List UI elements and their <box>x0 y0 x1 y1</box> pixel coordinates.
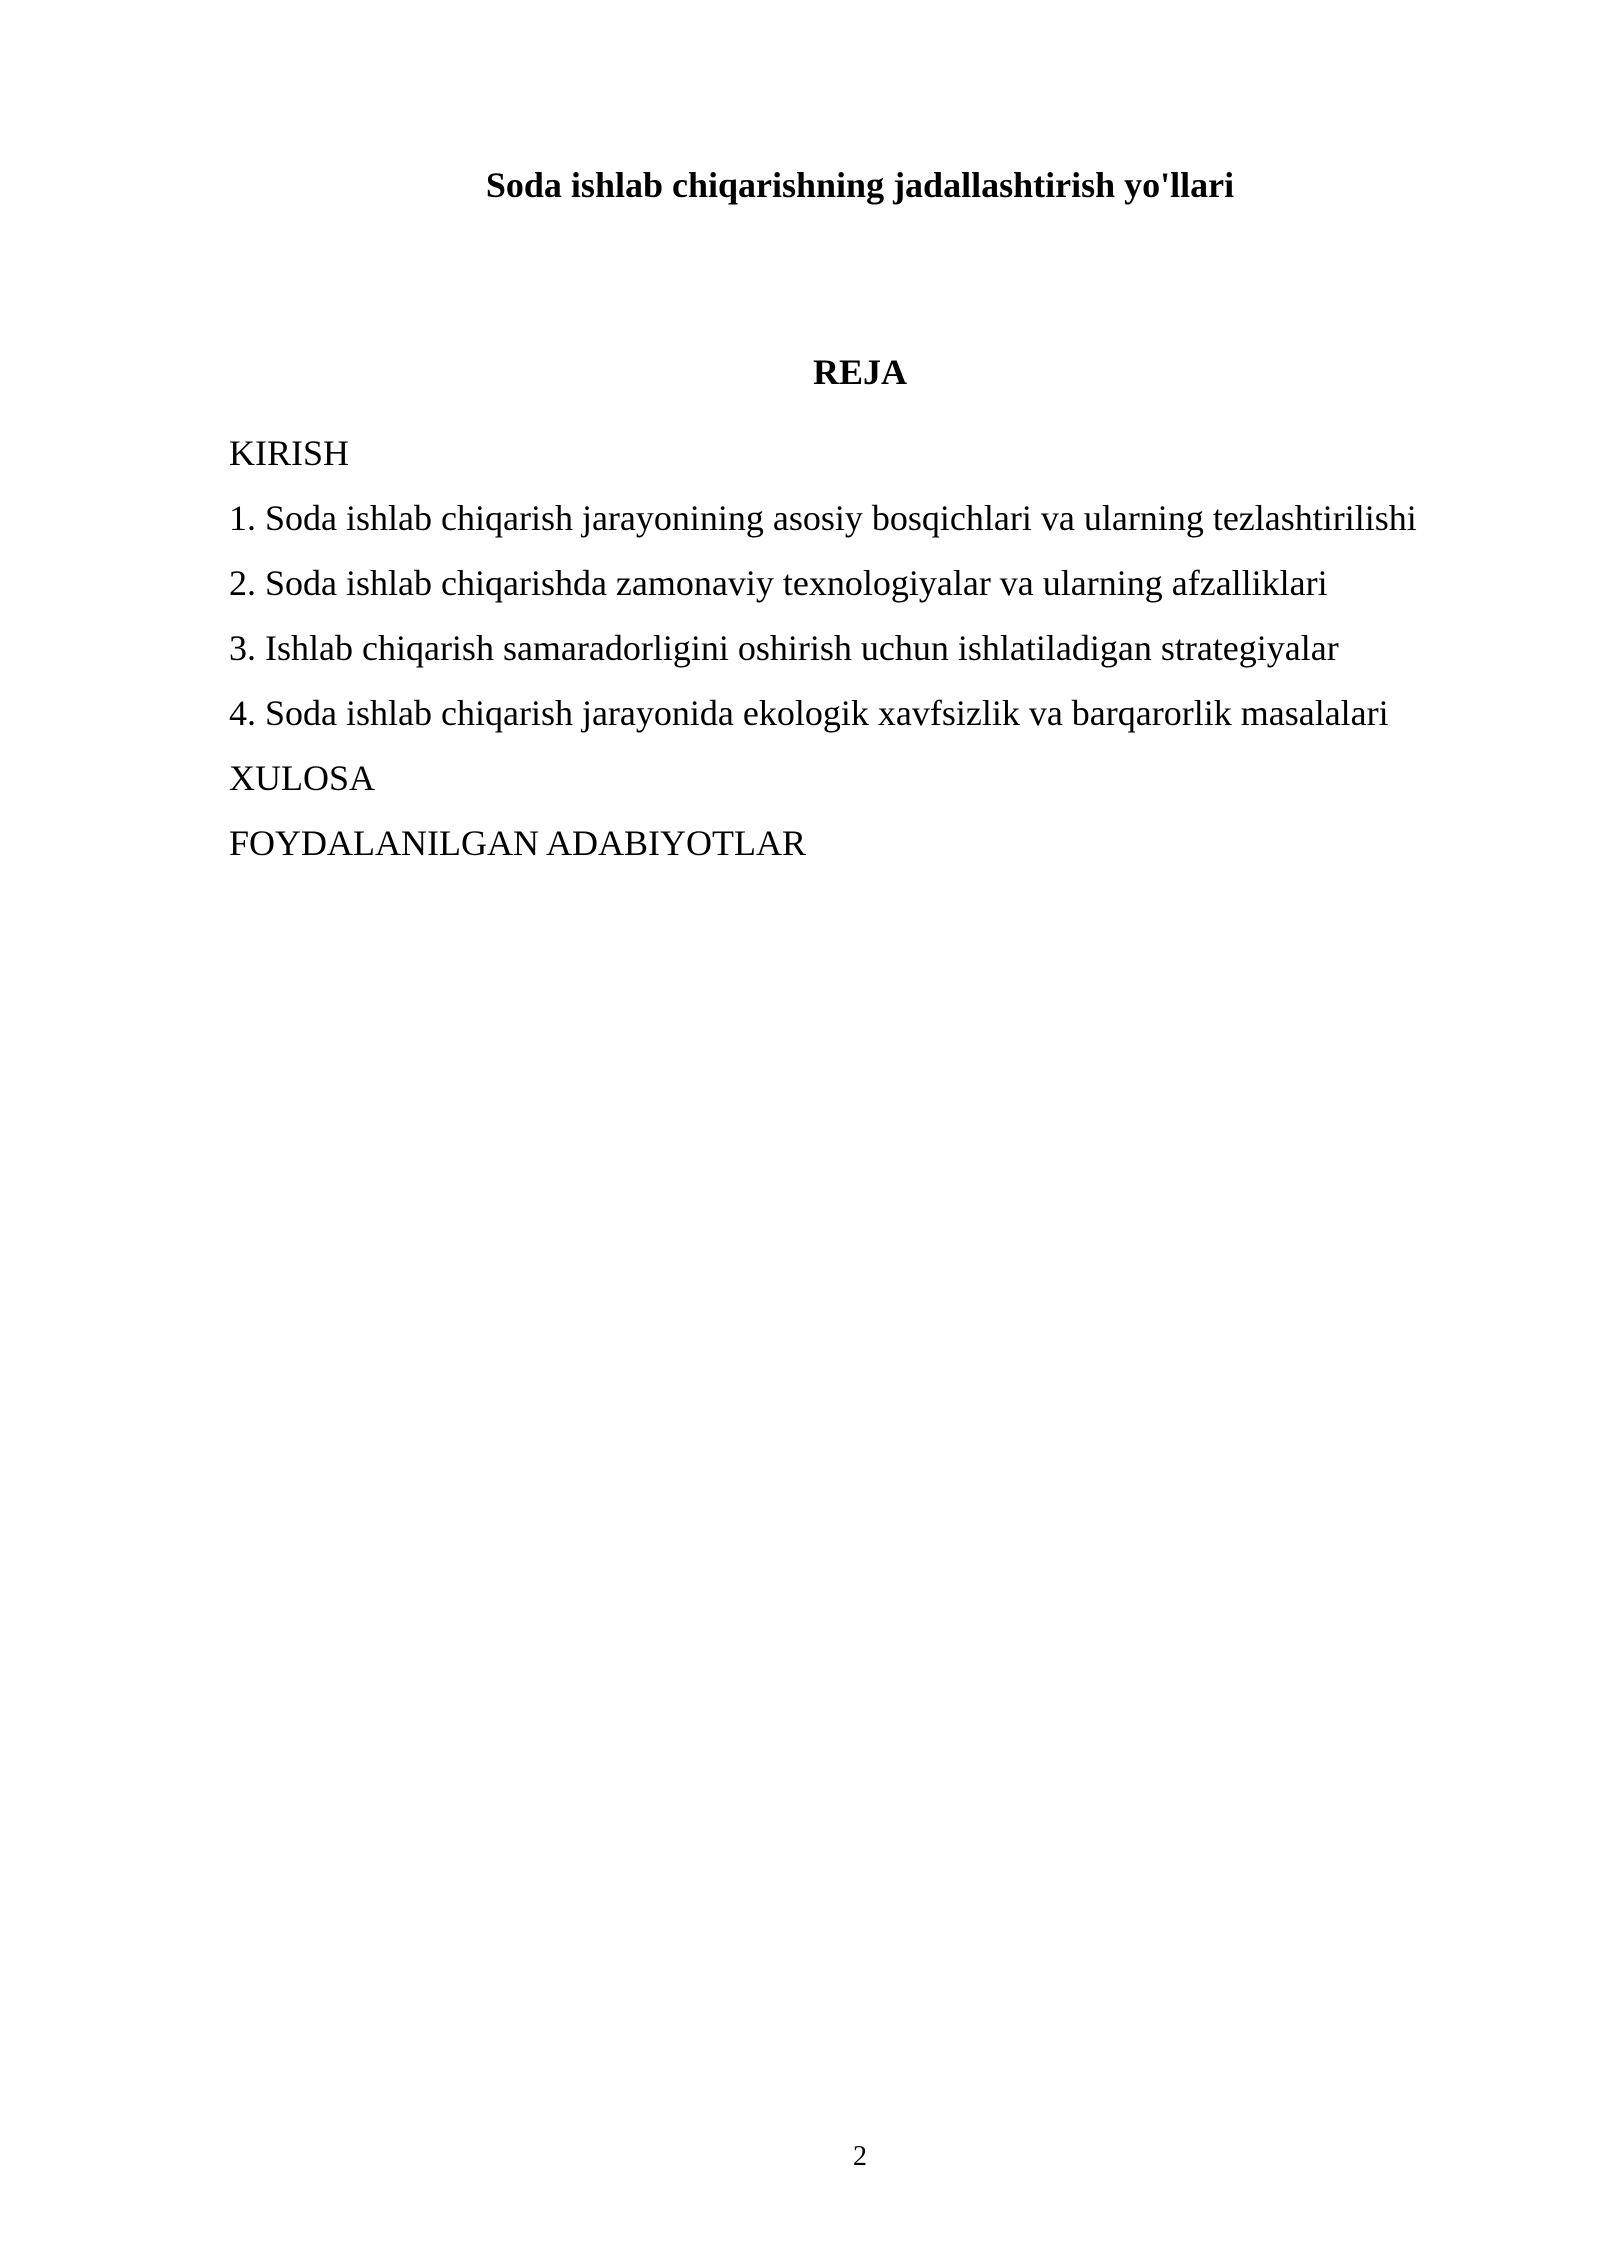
page-number: 2 <box>853 2141 867 2172</box>
document-title: Soda ishlab chiqarishning jadallashtirish yo'llari <box>485 165 1235 205</box>
plan-item-4: 4. Soda ishlab chiqarish jarayonida ekologik xavfsizlik va barqarorlik masalalari <box>229 693 1389 733</box>
plan-list <box>229 421 1417 876</box>
plan-item-2: 2. Soda ishlab chiqarishda zamonaviy texnologiyalar va ularning afzalliklari <box>229 563 1328 603</box>
plan-item-introduction: KIRISH <box>229 433 350 473</box>
plan-item-3: 3. Ishlab chiqarish samaradorligini oshirish uchun ishlatiladigan strategiyalar <box>229 628 1339 668</box>
plan-heading: REJA <box>812 352 907 392</box>
plan-item-references: FOYDALANILGAN ADABIYOTLAR <box>229 823 806 863</box>
plan-item-1: 1. Soda ishlab chiqarish jarayonining asosiy bosqichlari va ularning tezlashtirilishi <box>229 498 1417 538</box>
plan-item-conclusion: XULOSA <box>229 758 376 798</box>
